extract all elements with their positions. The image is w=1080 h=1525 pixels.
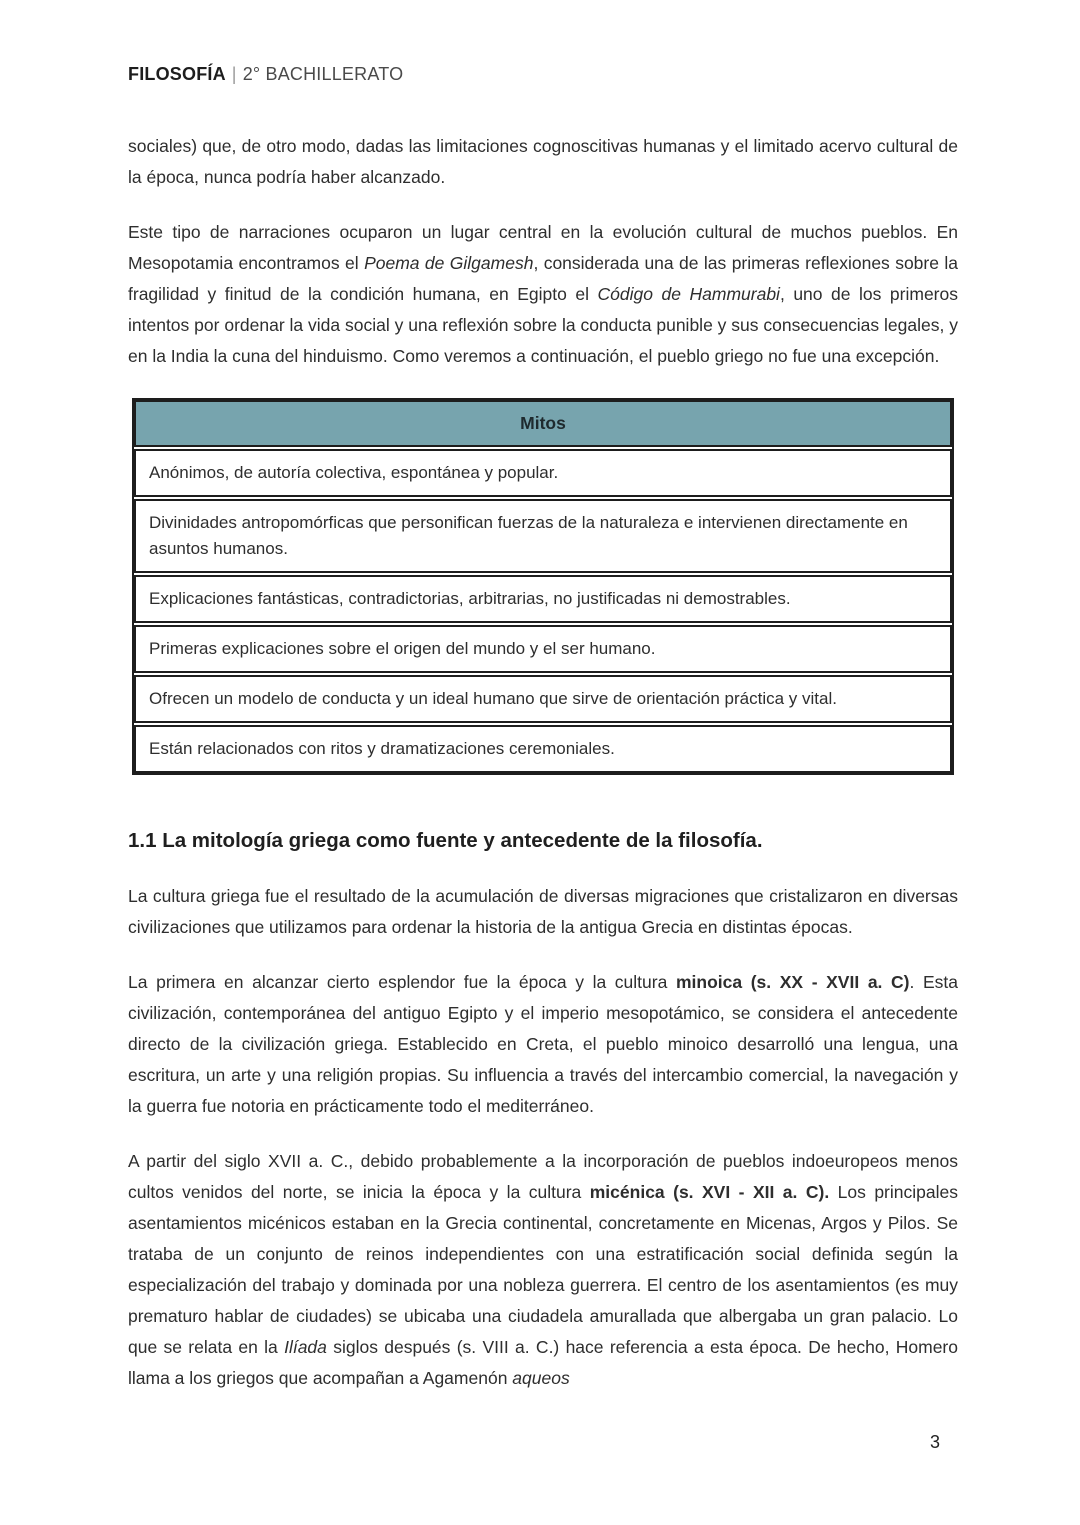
table-row: Primeras explicaciones sobre el origen del mundo y el ser humano. — [134, 625, 952, 673]
text-run: siglos después (s. VIII a. C.) hace referencia a esta época. De hecho, Homero llama a los griegos que acompañan a Agamenón — [128, 1337, 958, 1388]
paragraph-cultura-griega — [128, 881, 958, 943]
bold-text: micénica (s. XVI - XII a. C). — [589, 1182, 830, 1202]
bold-text: minoica (s. XX - XVII a. C) — [675, 972, 910, 992]
table-row: Anónimos, de autoría colectiva, espontánea y popular. — [134, 449, 952, 497]
document-header — [128, 64, 958, 85]
table-row: Divinidades antropomórficas que personifican fuerzas de la naturaleza e intervienen directamente en asuntos humanos. — [134, 499, 952, 573]
table-row: Ofrecen un modelo de conducta y un ideal humano que sirve de orientación práctica y vital. — [134, 675, 952, 723]
paragraph-micenica — [128, 1146, 958, 1394]
text-run: La primera en alcanzar cierto esplendor fue la época y la cultura — [128, 972, 676, 992]
table-row: Están relacionados con ritos y dramatizaciones ceremoniales. — [134, 725, 952, 773]
text-run: A partir del siglo XVII a. C., debido probablemente a la incorporación de pueblos indoeuropeos menos cultos venidos del norte, se inicia la época y la cultura — [128, 1151, 958, 1202]
header-subject: FILOSOFÍA — [128, 64, 226, 84]
italic-text: Código de Hammurabi — [597, 284, 780, 304]
paragraph-intro-continuation — [128, 131, 958, 193]
table-row: Explicaciones fantásticas, contradictorias, arbitrarias, no justificadas ni demostrables. — [134, 575, 952, 623]
page-number: 3 — [929, 1432, 940, 1452]
text-run: sociales) que, de otro modo, dadas las limitaciones cognoscitivas humanas y el limitado acervo cultural de la época, nunca podría haber alcanzado. — [128, 136, 958, 187]
mitos-table-body — [134, 449, 952, 773]
section-heading-1-1: 1.1 La mitología griega como fuente y antecedente de la filosofía. — [128, 829, 763, 852]
italic-text: Poema de Gilgamesh — [364, 253, 534, 273]
header-level: 2° BACHILLERATO — [242, 64, 404, 84]
text-run: , considerada una de las primeras reflexiones sobre la fragilidad y finitud de la condición humana, en Egipto el — [128, 253, 959, 304]
italic-text: aqueos — [512, 1368, 570, 1388]
italic-text: Ilíada — [284, 1337, 327, 1357]
text-run: , uno de los primeros intentos por ordenar la vida social y una reflexión sobre la conducta punible y sus consecuencias legales, y en la India la cuna del hinduismo. Como veremos a continuación, el pueblo griego no fue una excepción. — [128, 284, 958, 366]
text-run: La cultura griega fue el resultado de la acumulación de diversas migraciones que cristalizaron en diversas civilizaciones que utilizamos para ordenar la historia de la antigua Grecia en distintas épocas. — [128, 886, 958, 937]
mitos-table — [132, 398, 954, 775]
text-run: Este tipo de narraciones ocuparon un lugar central en la evolución cultural de muchos pueblos. En Mesopotamia encontramos el — [128, 222, 958, 273]
paragraph-narraciones — [128, 217, 958, 372]
header-separator: | — [231, 64, 237, 84]
paragraph-minoica — [128, 967, 958, 1122]
text-run: . Esta civilización, contemporánea del antiguo Egipto y el imperio mesopotámico, se considera el antecedente directo de la civilización griega. Establecido en Creta, el pueblo minoico desarrolló una lengua, una escritura, un arte y una religión propias. Su influencia a través del intercambio comercial, la navegación y la guerra fue notoria en prácticamente todo el mediterráneo. — [128, 972, 958, 1116]
text-run: Los principales asentamientos micénicos estaban en la Grecia continental, concretamente en Micenas, Argos y Pilos. Se trataba de un conjunto de reinos independientes con una estratificación social definida según la especialización del trabajo y dominada por una nobleza guerrera. El centro de los asentamientos (es muy prematuro hablar de ciudades) se ubicaba una ciudadela amurallada que albergaba un gran palacio. Lo que se relata en la — [128, 1182, 958, 1357]
mitos-table-header: Mitos — [134, 400, 952, 447]
